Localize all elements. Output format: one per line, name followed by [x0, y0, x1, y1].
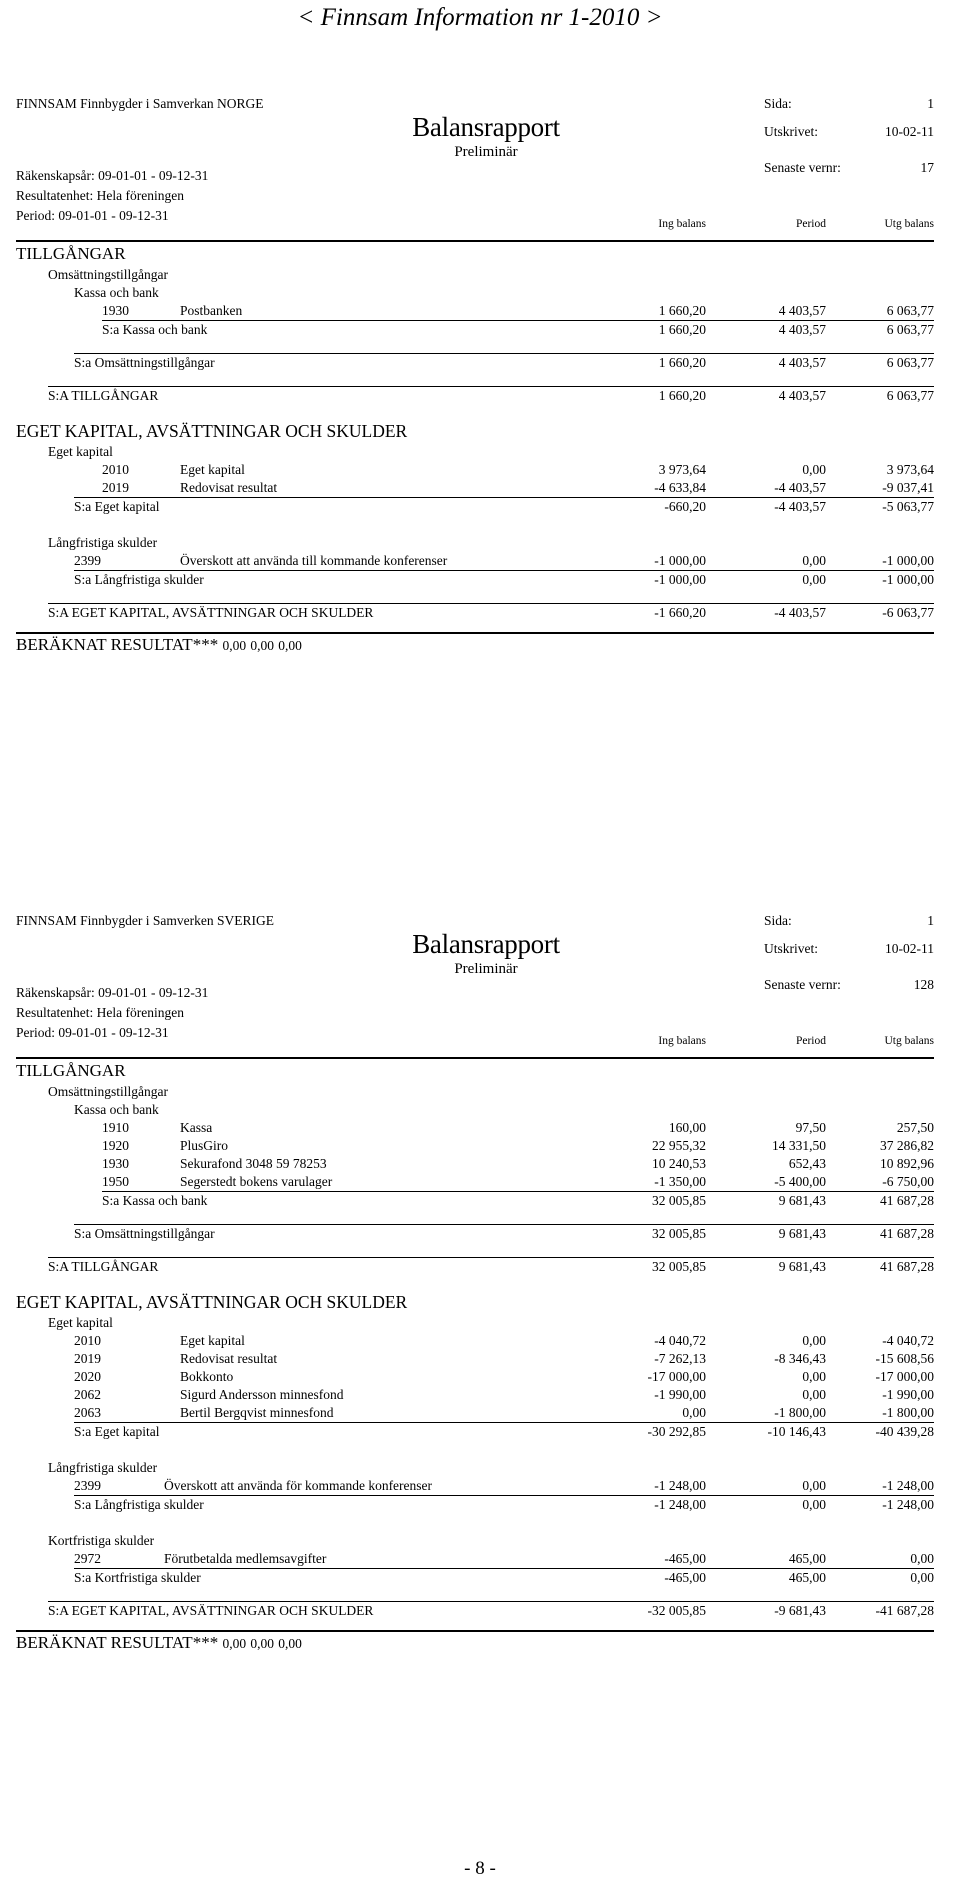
account-name: Eget kapital	[180, 1333, 245, 1348]
value-ing: -17 000,00	[647, 1369, 706, 1384]
page-value: 1	[927, 913, 934, 928]
table-row	[16, 1137, 934, 1155]
value-utg: -15 608,56	[875, 1351, 934, 1366]
sum-row	[16, 498, 934, 516]
printed-label: Utskrivet:	[764, 941, 818, 956]
value-ing: 160,00	[668, 1120, 706, 1135]
sum-row	[16, 1569, 934, 1587]
value-period: 14 331,50	[772, 1138, 826, 1153]
equity-title: EGET KAPITAL, AVSÄTTNINGAR OCH SKULDER	[16, 1292, 408, 1312]
value-ing: -1 248,00	[654, 1497, 706, 1512]
value-utg: -1 990,00	[882, 1387, 934, 1402]
report-meta	[16, 166, 208, 226]
value-ing: 0,00	[682, 1405, 706, 1420]
value-utg: -40 439,28	[875, 1424, 934, 1439]
value-utg: 41 687,28	[880, 1193, 934, 1208]
value-period: -1 800,00	[774, 1405, 826, 1420]
value-utg: 37 286,82	[880, 1138, 934, 1153]
value-period: 9 681,43	[778, 1193, 826, 1208]
current-assets-label: Omsättningstillgångar	[48, 1084, 168, 1099]
account-number: 2020	[74, 1369, 101, 1384]
fiscal-year: Räkenskapsår: 09-01-01 - 09-12-31	[16, 985, 209, 1000]
report-side-info	[764, 913, 934, 1005]
column-headers	[16, 218, 934, 238]
value-period: -4 403,57	[774, 605, 826, 620]
account-name: Sigurd Andersson minnesfond	[180, 1387, 344, 1402]
value-period: 0,00	[802, 1387, 826, 1402]
sum-label: S:a Kortfristiga skulder	[74, 1570, 201, 1585]
account-number: 1910	[102, 1120, 129, 1135]
value-ing: 10 240,53	[652, 1156, 706, 1171]
value-utg: 0,00	[910, 1551, 934, 1566]
value-ing: -4 040,72	[654, 1333, 706, 1348]
account-number: 2019	[102, 480, 129, 495]
sum-label: S:A EGET KAPITAL, AVSÄTTNINGAR OCH SKULDER	[48, 1603, 374, 1618]
value-period: 0,00	[802, 553, 826, 568]
short-term-group-label: Kortfristiga skulder	[48, 1533, 155, 1548]
account-number: 2972	[74, 1551, 101, 1566]
value-ing: -1 660,20	[654, 605, 706, 620]
sum-row	[16, 571, 934, 589]
value-ing: -32 005,85	[647, 1603, 706, 1618]
sum-row	[16, 1258, 934, 1276]
verno-label: Senaste vernr:	[764, 160, 841, 175]
account-number: 2063	[74, 1405, 101, 1420]
col-period: Period	[795, 218, 826, 230]
account-number: 2010	[74, 1333, 101, 1348]
account-number: 2399	[74, 1478, 101, 1493]
value-utg: -1 800,00	[882, 1405, 934, 1420]
value-utg: 41 687,28	[880, 1226, 934, 1241]
account-name: Sekurafond 3048 59 78253	[180, 1156, 327, 1171]
table-row	[16, 1350, 934, 1368]
value-period: 9 681,43	[778, 1259, 826, 1274]
account-name: PlusGiro	[180, 1138, 229, 1153]
page-value: 1	[927, 96, 934, 111]
value-ing: 22 955,32	[652, 1138, 706, 1153]
account-number: 1930	[102, 1156, 129, 1171]
sum-label: S:a Långfristiga skulder	[74, 1497, 204, 1512]
value-utg: 257,50	[896, 1120, 934, 1135]
account-number: 2399	[74, 553, 101, 568]
printed-value: 10-02-11	[885, 124, 934, 139]
verno-value: 128	[913, 977, 934, 992]
sum-label: S:a Långfristiga skulder	[74, 572, 204, 587]
value-utg: -6 063,77	[882, 605, 934, 620]
table-row	[16, 1332, 934, 1350]
table-row	[16, 479, 934, 497]
value-ing: 0,00	[222, 638, 247, 653]
table-row	[16, 552, 934, 570]
account-name: Postbanken	[180, 303, 243, 318]
table-row	[16, 1368, 934, 1386]
account-name: Redovisat resultat	[180, 1351, 278, 1366]
table-row	[16, 1550, 934, 1568]
value-ing: 1 660,20	[658, 355, 706, 370]
value-utg: 0,00	[278, 1636, 302, 1651]
account-number: 1930	[102, 303, 129, 318]
value-utg: 0,00	[910, 1570, 934, 1585]
value-utg: 41 687,28	[880, 1259, 934, 1274]
col-utg-balans: Utg balans	[884, 1035, 934, 1047]
balance-report-norge	[16, 96, 934, 656]
table-row	[16, 1386, 934, 1404]
value-period: 0,00	[802, 572, 826, 587]
equity-title: EGET KAPITAL, AVSÄTTNINGAR OCH SKULDER	[16, 421, 408, 441]
period: Period: 09-01-01 - 09-12-31	[16, 1025, 169, 1040]
value-ing: 32 005,85	[652, 1193, 706, 1208]
value-period: 0,00	[802, 1369, 826, 1384]
sum-row	[16, 1602, 934, 1620]
sum-row	[16, 1225, 934, 1243]
sum-label: S:a Omsättningstillgångar	[74, 355, 215, 370]
report-meta	[16, 983, 208, 1043]
account-name: Kassa	[180, 1120, 213, 1135]
sum-row	[16, 1192, 934, 1210]
value-ing: -1 990,00	[654, 1387, 706, 1402]
report-title: Balansrapport	[412, 112, 560, 142]
value-period: -5 400,00	[774, 1174, 826, 1189]
page-label: Sida:	[764, 96, 792, 111]
value-ing: 1 660,20	[658, 303, 706, 318]
column-headers	[16, 1035, 934, 1055]
value-ing: 0,00	[222, 1636, 247, 1651]
value-period: 97,50	[795, 1120, 826, 1135]
value-utg: -1 000,00	[882, 553, 934, 568]
sum-row	[16, 604, 934, 622]
value-period: 0,00	[802, 1497, 826, 1512]
account-name: Segerstedt bokens varulager	[180, 1174, 333, 1189]
value-ing: 32 005,85	[652, 1226, 706, 1241]
report-header	[16, 913, 934, 1040]
account-number: 1920	[102, 1138, 129, 1153]
value-period: -9 681,43	[774, 1603, 826, 1618]
assets-title: TILLGÅNGAR	[16, 244, 126, 263]
value-period: 0,00	[250, 1636, 274, 1651]
value-period: 0,00	[802, 462, 826, 477]
value-ing: 1 660,20	[658, 388, 706, 403]
account-name: Överskott att använda för kommande konferenser	[164, 1478, 433, 1493]
assets-title: TILLGÅNGAR	[16, 1061, 126, 1080]
value-ing: -4 633,84	[654, 480, 706, 495]
value-utg: 0,00	[278, 638, 302, 653]
sum-label: S:A TILLGÅNGAR	[48, 388, 159, 403]
value-utg: 6 063,77	[886, 322, 934, 337]
value-period: -8 346,43	[774, 1351, 826, 1366]
sum-label: S:a Eget kapital	[74, 1424, 160, 1439]
sum-label: S:a Eget kapital	[74, 499, 160, 514]
value-period: -10 146,43	[767, 1424, 826, 1439]
account-name: Förutbetalda medlemsavgifter	[164, 1551, 327, 1566]
value-period: 0,00	[802, 1478, 826, 1493]
sum-row	[16, 354, 934, 372]
value-utg: 3 973,64	[886, 462, 934, 477]
verno-label: Senaste vernr:	[764, 977, 841, 992]
value-utg: -1 248,00	[882, 1497, 934, 1512]
value-utg: -1 248,00	[882, 1478, 934, 1493]
value-period: 4 403,57	[778, 303, 826, 318]
value-ing: -465,00	[664, 1551, 706, 1566]
col-ing-balans: Ing balans	[658, 1035, 706, 1047]
value-utg: -1 000,00	[882, 572, 934, 587]
value-period: 0,00	[802, 1333, 826, 1348]
page-number: - 8 -	[464, 1858, 496, 1879]
sum-row	[16, 1496, 934, 1514]
value-ing: -7 262,13	[654, 1351, 706, 1366]
col-period: Period	[795, 1035, 826, 1047]
calculated-result-row	[16, 1632, 934, 1654]
report-side-info	[764, 96, 934, 188]
value-ing: -1 000,00	[654, 572, 706, 587]
page-label: Sida:	[764, 913, 792, 928]
value-ing: -1 248,00	[654, 1478, 706, 1493]
balance-report-sverige	[16, 913, 934, 1654]
value-utg: 10 892,96	[880, 1156, 934, 1171]
value-period: 0,00	[250, 638, 274, 653]
report-subtitle: Preliminär	[454, 144, 518, 160]
table-row	[16, 1155, 934, 1173]
value-utg: -41 687,28	[875, 1603, 934, 1618]
value-period: 9 681,43	[778, 1226, 826, 1241]
value-ing: 32 005,85	[652, 1259, 706, 1274]
value-ing: -660,20	[664, 499, 706, 514]
col-ing-balans: Ing balans	[658, 218, 706, 230]
result-label: BERÄKNAT RESULTAT***	[16, 1633, 219, 1652]
table-row	[16, 1404, 934, 1422]
report-title: Balansrapport	[412, 929, 560, 959]
long-term-group-label: Långfristiga skulder	[48, 535, 158, 550]
table-row	[16, 461, 934, 479]
account-name: Redovisat resultat	[180, 480, 278, 495]
printed-value: 10-02-11	[885, 941, 934, 956]
value-utg: -5 063,77	[882, 499, 934, 514]
sum-label: S:A TILLGÅNGAR	[48, 1259, 159, 1274]
account-name: Bokkonto	[180, 1369, 234, 1384]
account-name: Eget kapital	[180, 462, 245, 477]
col-utg-balans: Utg balans	[884, 218, 934, 230]
value-period: 4 403,57	[778, 355, 826, 370]
value-period: 4 403,57	[778, 388, 826, 403]
table-row	[16, 302, 934, 320]
account-number: 2062	[74, 1387, 101, 1402]
value-period: 465,00	[788, 1570, 826, 1585]
value-period: 652,43	[788, 1156, 826, 1171]
value-period: -4 403,57	[774, 499, 826, 514]
calculated-result-row	[16, 634, 934, 656]
account-number: 2010	[102, 462, 129, 477]
result-unit: Resultatenhet: Hela föreningen	[16, 1005, 184, 1020]
fiscal-year: Räkenskapsår: 09-01-01 - 09-12-31	[16, 168, 209, 183]
period: Period: 09-01-01 - 09-12-31	[16, 208, 169, 223]
printed-label: Utskrivet:	[764, 124, 818, 139]
account-number: 2019	[74, 1351, 101, 1366]
value-ing: 1 660,20	[658, 322, 706, 337]
sum-label: S:a Omsättningstillgångar	[74, 1226, 215, 1241]
value-utg: -17 000,00	[875, 1369, 934, 1384]
organization-name: FINNSAM Finnbygder i Samverken SVERIGE	[16, 913, 274, 928]
table-row	[16, 1173, 934, 1191]
value-utg: 6 063,77	[886, 303, 934, 318]
account-name: Bertil Bergqvist minnesfond	[180, 1405, 334, 1420]
value-ing: 3 973,64	[658, 462, 706, 477]
table-row	[16, 1477, 934, 1495]
verno-value: 17	[920, 160, 934, 175]
sum-label: S:a Kassa och bank	[102, 1193, 208, 1208]
sum-label: S:A EGET KAPITAL, AVSÄTTNINGAR OCH SKULDER	[48, 605, 374, 620]
value-ing: -30 292,85	[647, 1424, 706, 1439]
account-name: Överskott att använda till kommande konferenser	[180, 553, 448, 568]
value-utg: 6 063,77	[886, 388, 934, 403]
value-period: -4 403,57	[774, 480, 826, 495]
result-unit: Resultatenhet: Hela föreningen	[16, 188, 184, 203]
value-utg: -4 040,72	[882, 1333, 934, 1348]
sum-row	[16, 321, 934, 339]
value-ing: -1 000,00	[654, 553, 706, 568]
value-utg: -6 750,00	[882, 1174, 934, 1189]
current-assets-label: Omsättningstillgångar	[48, 267, 168, 282]
sum-row	[16, 1423, 934, 1441]
value-ing: -465,00	[664, 1570, 706, 1585]
report-header	[16, 96, 934, 223]
table-row	[16, 1119, 934, 1137]
sum-row	[16, 387, 934, 405]
report-subtitle: Preliminär	[454, 961, 518, 977]
sum-label: S:a Kassa och bank	[102, 322, 208, 337]
long-term-group-label: Långfristiga skulder	[48, 1460, 158, 1475]
organization-name: FINNSAM Finnbygder i Samverkan NORGE	[16, 96, 264, 111]
result-label: BERÄKNAT RESULTAT***	[16, 635, 219, 654]
value-utg: 6 063,77	[886, 355, 934, 370]
cash-bank-label: Kassa och bank	[74, 285, 159, 300]
value-period: 465,00	[788, 1551, 826, 1566]
page-header: < Finnsam Information nr 1-2010 >	[297, 4, 663, 31]
value-period: 4 403,57	[778, 322, 826, 337]
value-utg: -9 037,41	[882, 480, 934, 495]
account-number: 1950	[102, 1174, 129, 1189]
equity-group-label: Eget kapital	[48, 444, 113, 459]
cash-bank-label: Kassa och bank	[74, 1102, 159, 1117]
value-ing: -1 350,00	[654, 1174, 706, 1189]
equity-group-label: Eget kapital	[48, 1315, 113, 1330]
